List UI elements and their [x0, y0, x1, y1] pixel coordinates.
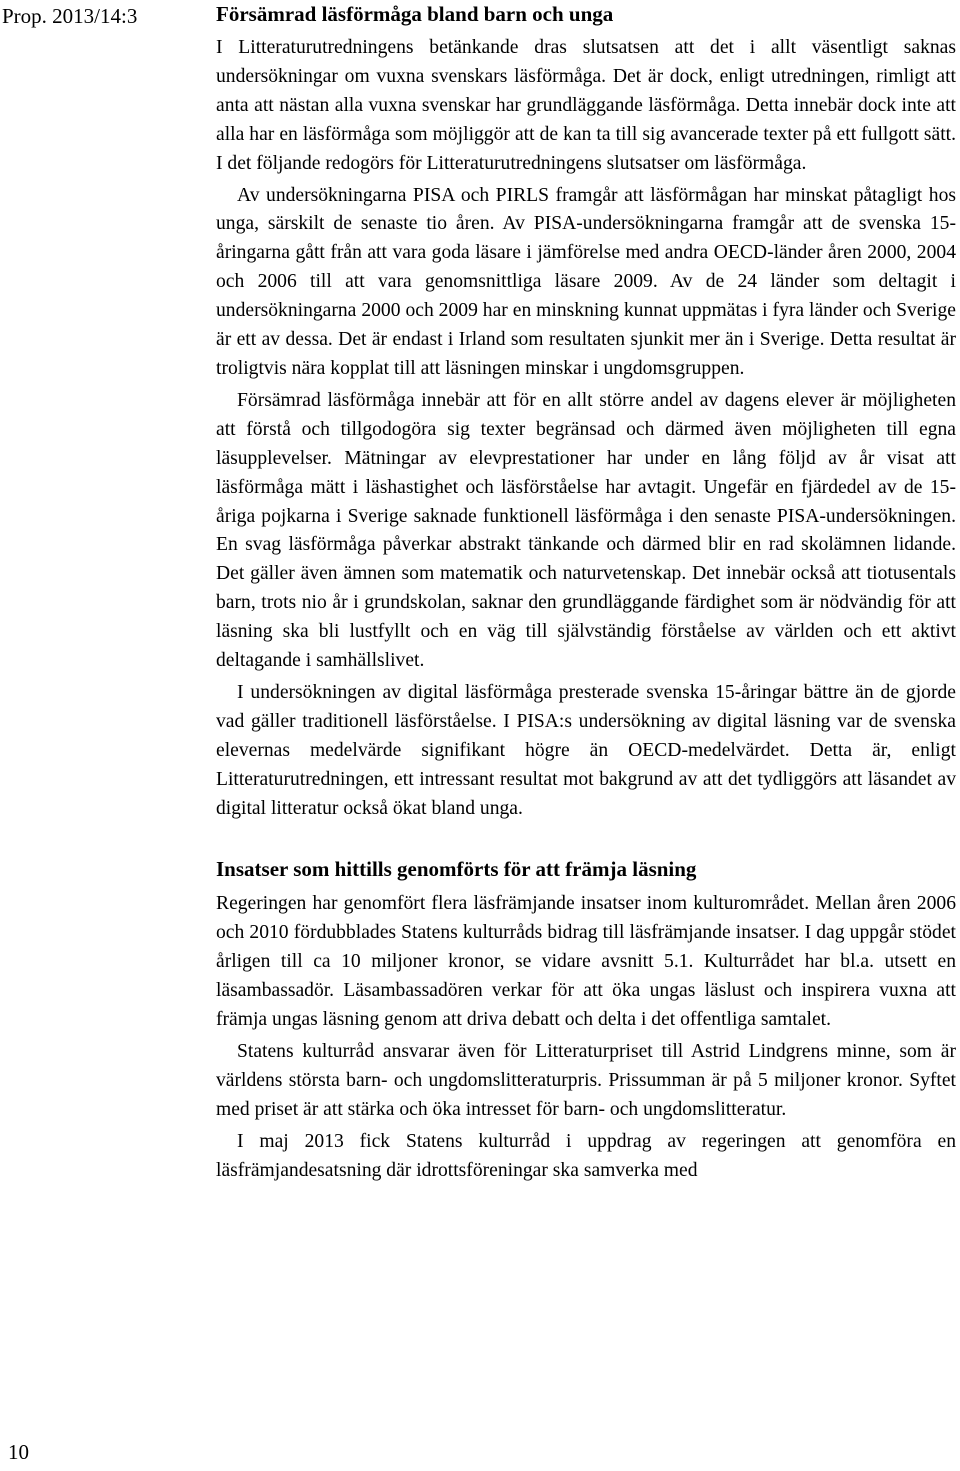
- section-reading-ability: [216, 0, 956, 823]
- main-text-column: [216, 0, 956, 1186]
- body-paragraph: Av undersökningarna PISA och PIRLS framgår att läsförmågan har minskat påtagligt hos unga, särskilt de senaste tio åren. Av PISA-undersökningarna framgår att de svenska 15-åringarna gått från att vara goda läsare i jämförelse med andra OECD-länder åren 2000, 2004 och 2006 till att vara genomsnittliga läsare 2009. Av de 24 länder som deltagit i undersökningarna 2000 och 2009 har en minskning kunnat uppmätas i fyra länder och Sverige är ett av dessa. Det är endast i Irland som resultaten sjunkit mer än i Sverige. Detta resultat är troligtvis nära kopplat till att läsningen minskar i ungdomsgruppen.: [216, 184, 956, 379]
- body-paragraph: I maj 2013 fick Statens kulturråd i uppdrag av regeringen att genomföra en läsfrämjandesatsning där idrottsföreningar ska samverka med: [216, 1130, 956, 1181]
- body-paragraph: Försämrad läsförmåga innebär att för en allt större andel av dagens elever är möjligheten att förstå och tillgodogöra sig texter begränsad och därmed även möjligheten till egna läsupplevelser. Mätningar av elevprestationer har under en lång följd av år visat att läsförmåga mätt i läshastighet och läsförståelse har avtagit. Ungefär en fjärdedel av de 15-åriga pojkarna i Sverige saknade funktionell läsförmåga i den senaste PISA-undersökningen. En svag läsförmåga påverkar abstrakt tänkande och därmed blir en rad skolämnen lidande. Det gäller även ämnen som matematik och naturvetenskap. Det innebär också att tiotusentals barn, trots nio år i grundskolan, saknar den grundläggande färdighet som är nödvändig för att läsning ska bli lustfyllt och en väg till självständig förståelse av världen och ett aktivt deltagande i samhällslivet.: [216, 389, 956, 672]
- body-paragraph: Statens kulturråd ansvarar även för Litteraturpriset till Astrid Lindgrens minne, som är världens största barn- och ungdomslitteraturpris. Prissumman är på 5 miljoner kronor. Syftet med priset är att stärka och öka intresset för barn- och ungdomslitteratur.: [216, 1041, 956, 1120]
- section-reading-initiatives: [216, 855, 956, 1185]
- body-paragraph: Regeringen har genomfört flera läsfrämjande insatser inom kulturområdet. Mellan åren 2006 och 2010 fördubblades Statens kulturråds bidrag till läsfrämjande insatser. I dag uppgår stödet årligen till ca 10 miljoner kronor, se vidare avsnitt 5.1. Kulturrådet har bl.a. utsett en läsambassadör. Läsambassadören verkar för att öka ungas läslust och inspirera vuxna att främja ungas läsning genom att driva debatt och delta i det offentliga samtalet.: [216, 893, 956, 1031]
- body-paragraph: I Litteraturutredningens betänkande dras slutsatsen att det i allt väsentligt saknas undersökningar om vuxna svenskars läsförmåga. Det är dock, enligt utredningen, rimligt att anta att nästan alla vuxna svenskar har grundläggande läsförmåga. Detta innebär dock inte att alla har en läsförmåga som möjliggör att de kan ta till sig avancerade texter på ett fullgott sätt. I det följande redogörs för Litteraturutredningens slutsatser om läsförmåga.: [216, 37, 956, 174]
- section-heading: Insatser som hittills genomförts för att främja läsning: [216, 857, 697, 882]
- body-paragraph: I undersökningen av digital läsförmåga presterade svenska 15-åringar bättre än de gjorde vad gäller traditionell läsförståelse. I PISA:s undersökning av digital läsning var de svenska elevernas medelvärde signifikant högre än OECD-medelvärdet. Detta är, enligt Litteraturutredningen, ett intressant resultat mot bakgrund av att det tydliggörs att läsandet av digital litteratur också ökat bland unga.: [216, 681, 956, 819]
- document-reference: Prop. 2013/14:3: [2, 4, 138, 28]
- section-heading: Försämrad läsförmåga bland barn och unga: [216, 2, 614, 26]
- page-number: 10: [8, 1440, 29, 1464]
